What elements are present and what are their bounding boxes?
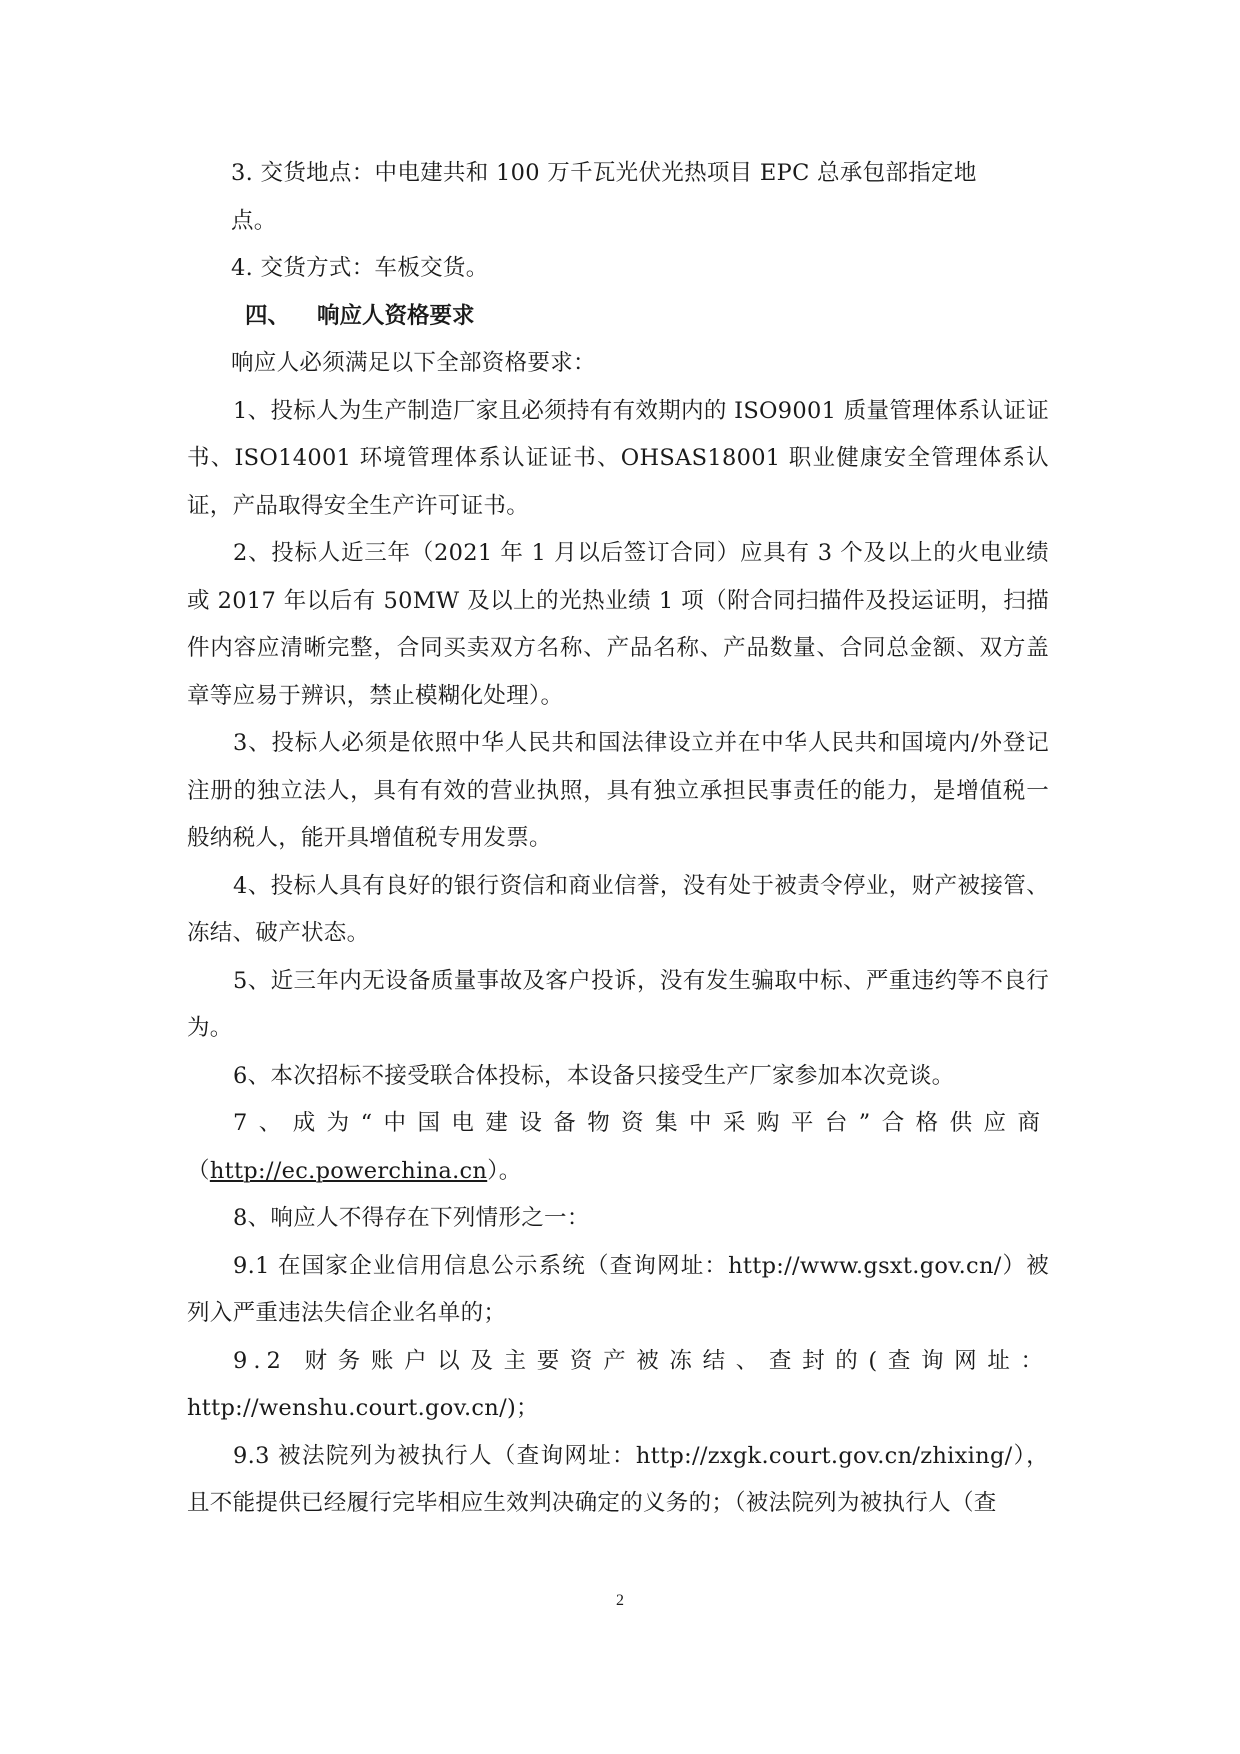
requirement-9-3: 9.3 被法院列为被执行人（查询网址：http://zxgk.court.gov.cn/zhixing/），且不能提供已经履行完毕相应生效判决确定的义务的；（被法院列为被执行人（查 [187,1442,1049,1516]
requirement-3: 3、投标人必须是依照中华人民共和国法律设立并在中华人民共和国境内/外登记注册的独立法人，具有有效的营业执照，具有独立承担民事责任的能力，是增值税一般纳税人，能开具增值税专用发票。 [187,730,1049,851]
requirement-7-line2 [187,1148,1049,1196]
paren-close: ）。 [487,1157,522,1184]
requirement-2: 2、投标人近三年（2021 年 1 月以后签订合同）应具有 3 个及以上的火电业绩或 2017 年以后有 50MW 及以上的光热业绩 1 项（附合同扫描件及投运证明，扫描件内容应清晰完整，合同买卖双方名称、产品名称、产品数量、合同总金额、双方盖章等应易于辨识，禁止模糊化处理）。 [187,540,1049,709]
powerchina-link[interactable]: http://ec.powerchina.cn [209,1157,488,1184]
paragraph-delivery-location [187,150,1049,245]
section-number: 四、 [245,302,291,329]
paragraph-intro: 响应人必须满足以下全部资格要求： [231,350,596,376]
requirement-9-2-line2: http://wenshu.court.gov.cn/)； [187,1395,539,1421]
requirement-7-line1: 7、成为“中国电建设备物资集中采购平台”合格供应商 [233,1110,1049,1136]
section-title: 响应人资格要求 [317,302,475,329]
paren-open: （ [187,1157,210,1184]
requirement-1: 1、投标人为生产制造厂家且必须持有有效期内的 ISO9001 质量管理体系认证证书、ISO14001 环境管理体系认证证书、OHSAS18001 职业健康安全管理体系认证，产品取得安全生产许可证书。 [187,397,1049,519]
requirement-9-2-line1: 9.2 财务账户以及主要资产被冻结、查封的(查询网址： [233,1347,1049,1374]
section-heading [187,293,1049,341]
requirement-6: 6、本次招标不接受联合体投标，本设备只接受生产厂家参加本次竞谈。 [233,1062,955,1089]
delivery-location-line2: 点。 [231,207,277,234]
delivery-location-line1: 3. 交货地点：中电建共和 100 万千瓦光伏光热项目 EPC 总承包部指定地 [231,160,977,186]
requirement-8: 8、响应人不得存在下列情形之一： [233,1205,590,1231]
page-number: 2 [616,1592,624,1609]
requirement-5: 5、近三年内无设备质量事故及客户投诉，没有发生骗取中标、严重违约等不良行为。 [187,967,1049,1041]
document-body [187,150,1049,1528]
paragraph-delivery-method: 4. 交货方式：车板交货。 [231,255,489,281]
requirement-9-1: 9.1 在国家企业信用信息公示系统（查询网址：http://www.gsxt.gov.cn/）被列入严重违法失信企业名单的； [187,1252,1049,1326]
requirement-4: 4、投标人具有良好的银行资信和商业信誉，没有处于被责令停业，财产被接管、冻结、破产状态。 [187,872,1049,946]
